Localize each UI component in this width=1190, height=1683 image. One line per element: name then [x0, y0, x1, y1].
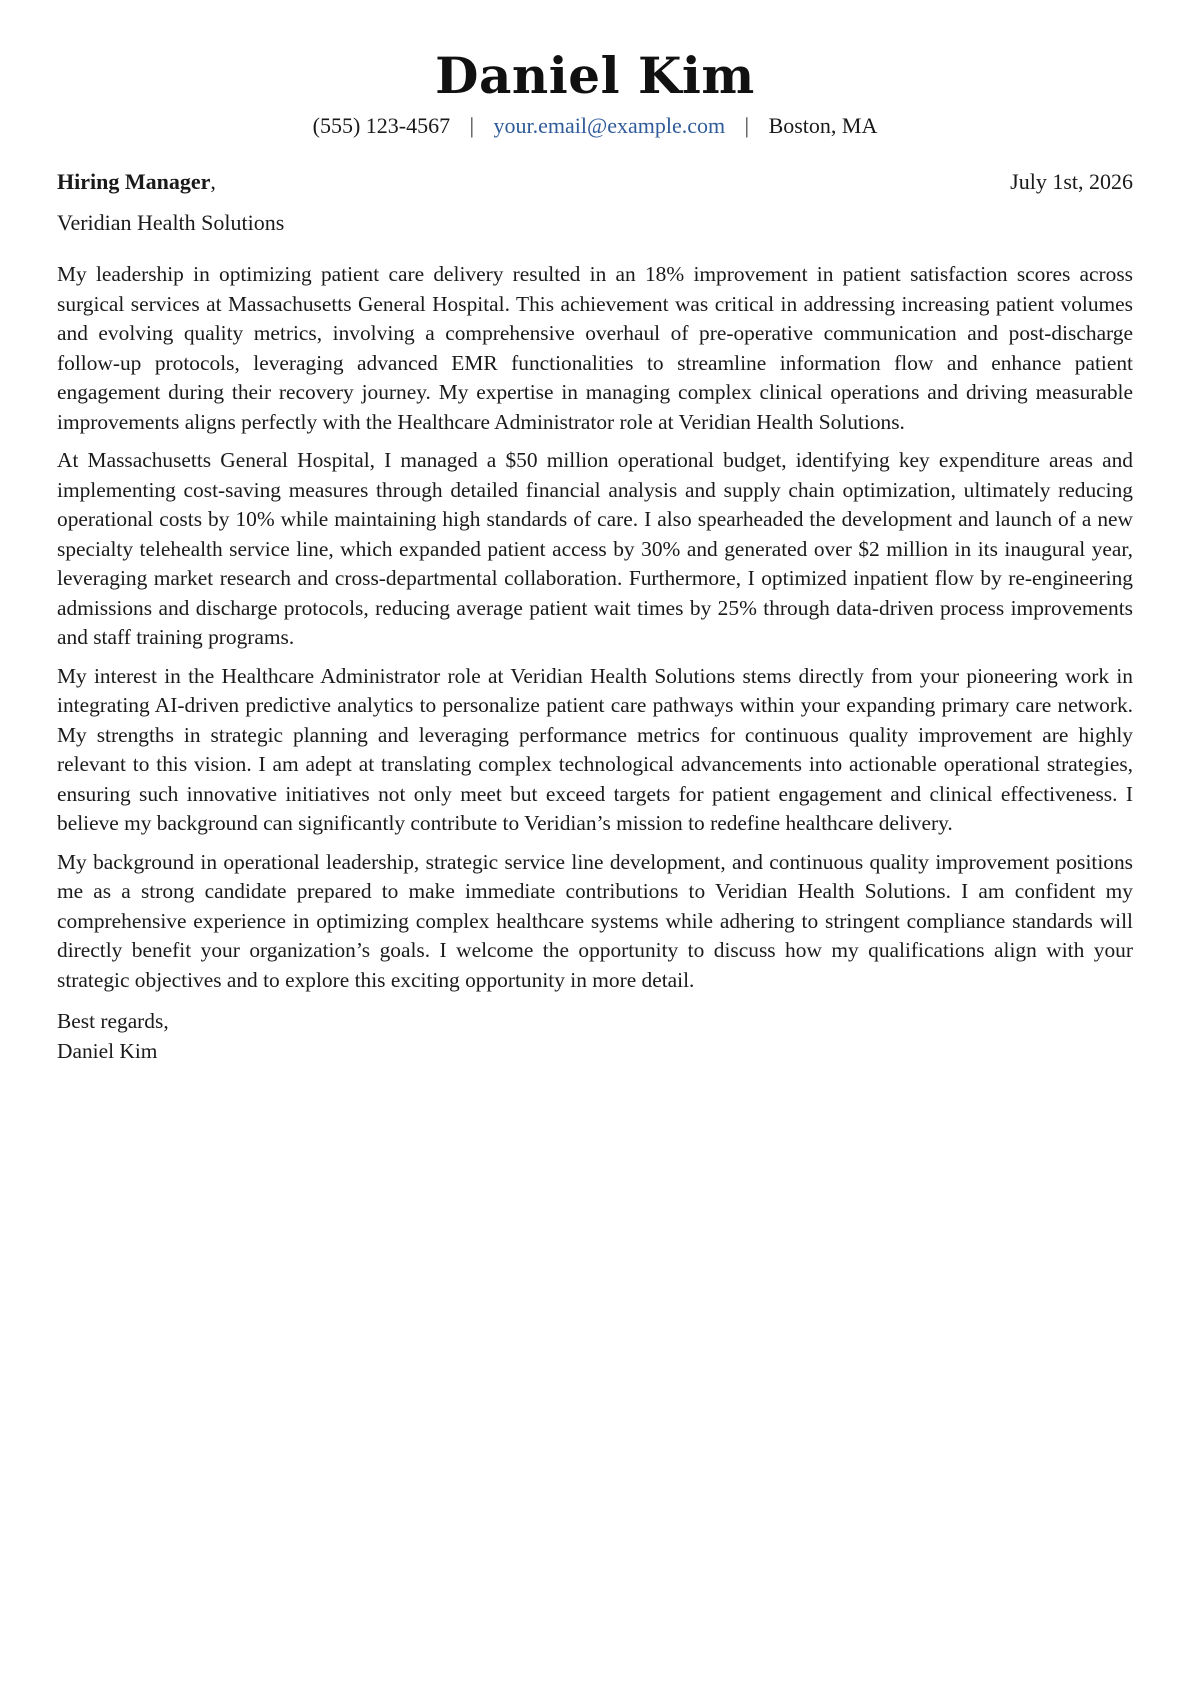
letter-header [57, 46, 1133, 140]
recipient-line [57, 168, 216, 196]
signature-name: Daniel Kim [57, 1038, 158, 1063]
recipient-title: Hiring Manager [57, 169, 211, 194]
contact-line [57, 112, 1133, 140]
contact-separator: | [744, 113, 750, 138]
phone-number: (555) 123-4567 [312, 113, 451, 138]
letter-body [57, 260, 1133, 995]
email-link[interactable]: your.email@example.com [493, 113, 726, 138]
contact-separator: | [469, 113, 475, 138]
recipient-date-row [57, 168, 1133, 196]
letter-closing [57, 1007, 1133, 1066]
location: Boston, MA [768, 113, 878, 138]
recipient-company: Veridian Health Solutions [57, 210, 285, 235]
letter-date: July 1st, 2026 [1010, 169, 1133, 194]
body-paragraph: At Massachusetts General Hospital, I managed a $50 million operational budget, identifying key expenditure areas and implementing cost-saving measures through detailed financial analysis and supply chain optimization, ultimately reducing operational costs by 10% while maintaining high standards of care. I also spearheaded the development and launch of a new specialty telehealth service line, which expanded patient access by 30% and generated over $2 million in its inaugural year, leveraging market research and cross-departmental collaboration. Furthermore, I optimized inpatient flow by re-engineering admissions and discharge protocols, reducing average patient wait times by 25% through data-driven process improvements and staff training programs. [57, 448, 1133, 649]
applicant-name: Daniel Kim [435, 46, 755, 105]
body-paragraph: My leadership in optimizing patient care delivery resulted in an 18% improvement in patient satisfaction scores across surgical services at Massachusetts General Hospital. This achievement was critical in addressing increasing patient volumes and evolving quality metrics, involving a comprehensive overhaul of pre-operative communication and post-discharge follow-up protocols, leveraging advanced EMR functionalities to streamline information flow and enhance patient engagement during their recovery journey. My expertise in managing complex clinical operations and driving measurable improvements aligns perfectly with the Healthcare Administrator role at Veridian Health Solutions. [57, 262, 1133, 434]
body-paragraph: My background in operational leadership, strategic service line development, and continuous quality improvement positions me as a strong candidate prepared to make immediate contributions to Veridian Health Solutions. I am confident my comprehensive experience in optimizing complex healthcare systems while adhering to stringent compliance standards will directly benefit your organization’s goals. I welcome the opportunity to discuss how my qualifications align with your strategic objectives and to explore this exciting opportunity in more detail. [57, 849, 1133, 992]
recipient-punctuation: , [210, 169, 216, 194]
body-paragraph: My interest in the Healthcare Administrator role at Veridian Health Solutions stems directly from your pioneering work in integrating AI-driven predictive analytics to personalize patient care pathways within your expanding primary care network. My strengths in strategic planning and leveraging performance metrics for continuous quality improvement are highly relevant to this vision. I am adept at translating complex technological advancements into actionable operational strategies, ensuring such innovative initiatives not only meet but exceed targets for patient engagement and clinical effectiveness. I believe my background can significantly contribute to Veridian’s mission to redefine healthcare delivery. [57, 663, 1133, 835]
closing-salutation: Best regards, [57, 1009, 169, 1033]
